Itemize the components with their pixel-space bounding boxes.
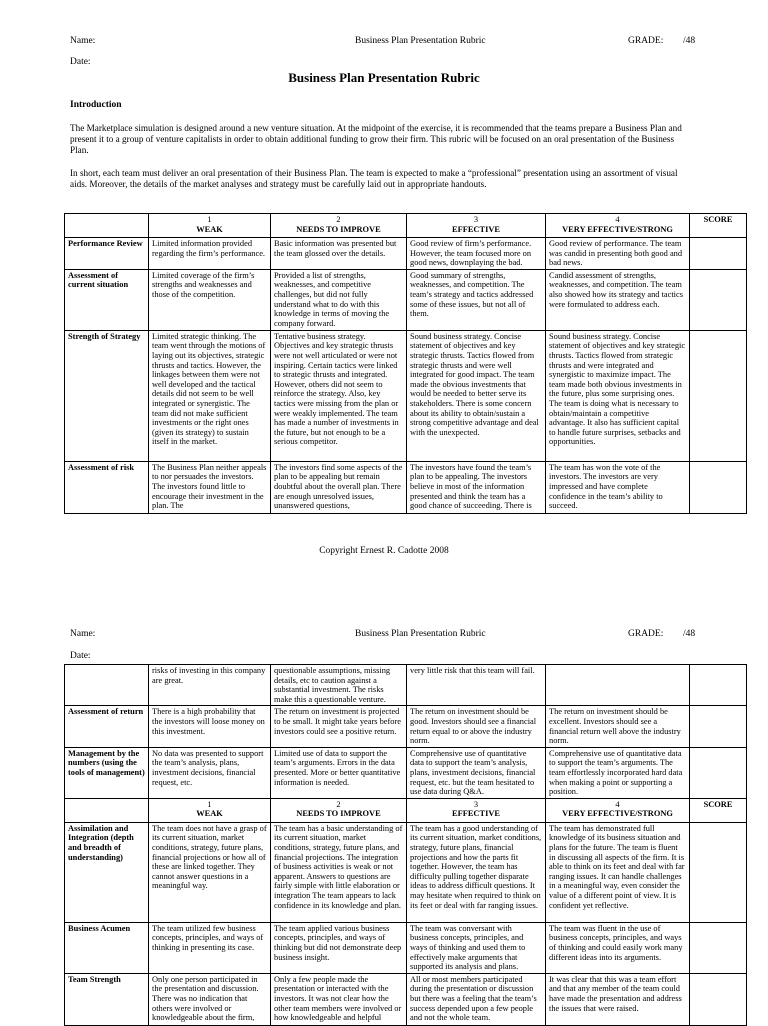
cell-needs-improve: The team applied various business concepts, principles, and ways of thinking but did not demonstrate deep business insight.	[271, 922, 407, 973]
cell-effective: Good summary of strengths, weaknesses, and competition. The team’s strategy and tactics addressed some of these issues, but not all of them.	[407, 269, 546, 330]
level-needs-improve-header: 2 NEEDS TO IMPROVE	[271, 214, 407, 238]
level-effective-header: 3 EFFECTIVE	[407, 214, 546, 238]
score-cell[interactable]	[690, 665, 747, 706]
score-cell[interactable]	[690, 461, 747, 513]
blank-header-cell	[65, 798, 149, 822]
cell-needs-improve: The return on investment is projected to be small. It might take years before investors could see a positive return.	[271, 706, 407, 747]
cell-very-effective: Sound business strategy. Concise statement of objectives and key strategic thrusts. Tactics flowed from strategic thrusts and were integrated and synergistic to maximize impact. The team made both obvious investments in the future, plus some surprising ones. The team is doing what is necessary to obtain/maintain a competitive advantage. It also has sufficient capital to handle future surprises, setbacks and opportunities.	[546, 330, 690, 461]
cell-effective: The team was conversant with business concepts, principles, and ways of thinking and used them to effectively make arguments that supported its analysis and plans.	[407, 922, 546, 973]
intro-paragraph-1: The Marketplace simulation is designed around a new venture situation. At the midpoint of the exercise, it is recommended that the teams prepare a Business Plan and present it to a group of venture capitalists in order to obtain additional funding to grow their firm. This rubric will be focused on an oral presentation of the Business Plan.	[70, 123, 682, 156]
table-row	[65, 747, 747, 798]
date-label: Date:	[70, 57, 91, 67]
level-very-effective-header: 4 VERY EFFECTIVE/STRONG	[546, 798, 690, 822]
cell-effective: All or most members participated during the presentation or discussion but there was a feeling that the team’s success depended upon a few people and not the whole team.	[407, 973, 546, 1025]
level-very-effective-header: 4 VERY EFFECTIVE/STRONG	[546, 214, 690, 238]
score-cell[interactable]	[690, 238, 747, 270]
score-cell[interactable]	[690, 973, 747, 1025]
cell-weak: The team utilized few business concepts, principles, and ways of thinking in presenting its case.	[149, 922, 271, 973]
cell-effective: Comprehensive use of quantitative data to support the team’s analysis, plans, investment decisions, financial request, etc. but the team hesitated to use data during Q&A.	[407, 747, 546, 798]
criterion-label: Assimilation and Integration (depth and breadth of understanding)	[65, 822, 149, 922]
blank-header-cell	[65, 214, 149, 238]
cell-needs-improve: Basic information was presented but the team glossed over the details.	[271, 238, 407, 270]
table-row	[65, 665, 747, 706]
cell-needs-improve: Limited use of data to support the team’s arguments. Errors in the data presented. More or better quantitative information is needed.	[271, 747, 407, 798]
cell-effective: The team has a good understanding of its current situation, market conditions, strategy, future plans, financial projections and how the parts fit together. However, the team has difficulty pulling together disparate ideas to address difficult questions. It may hesitate when required to think on its feet or deal with far ranging issues.	[407, 822, 546, 922]
cell-needs-improve: Tentative business strategy. Objectives and key strategic thrusts were not well articulated or were not inspiring. Certain tactics were linked to strategic thrusts and integrated. However, others did not seem to reinforce the strategy. Also, key tactics were missing from the plan or were weakly implemented. The team has made a number of investments in the future, but not enough to be a serious competitor.	[271, 330, 407, 461]
rubric-table-2	[64, 664, 747, 1026]
criterion-label: Management by the numbers (using the tools of management)	[65, 747, 149, 798]
criterion-label: Performance Review	[65, 238, 149, 270]
cell-weak: The team does not have a grasp of its current situation, market conditions, strategy, future plans, financial projections or how all of these are linked together. They cannot answer questions in a meaningful way.	[149, 822, 271, 922]
cell-weak: Limited coverage of the firm’s strengths and weaknesses and those of the competition.	[149, 269, 271, 330]
level-weak-header: 1 WEAK	[149, 798, 271, 822]
grade-label: GRADE:	[628, 629, 664, 639]
cell-very-effective: Comprehensive use of quantitative data to support the team’s arguments. The team effortlessly incorporated hard data when making a point or supporting a position.	[546, 747, 690, 798]
criterion-label: Assessment of current situation	[65, 269, 149, 330]
score-cell[interactable]	[690, 269, 747, 330]
cell-needs-improve: questionable assumptions, missing details, etc to caution against a substantial investment. The risks make this a questionable venture.	[271, 665, 407, 706]
criterion-label: Business Acumen	[65, 922, 149, 973]
cell-effective: The return on investment should be good. Investors should see a financial return equal to or above the industry norm.	[407, 706, 546, 747]
cell-very-effective: The team was fluent in the use of business concepts, principles, and ways of thinking and could easily work many different ideas into its arguments.	[546, 922, 690, 973]
header-doc-title: Business Plan Presentation Rubric	[355, 36, 486, 46]
level-effective-header: 3 EFFECTIVE	[407, 798, 546, 822]
table-row	[65, 269, 747, 330]
table-row	[65, 822, 747, 922]
page-title: Business Plan Presentation Rubric	[288, 70, 480, 85]
table-row	[65, 238, 747, 270]
cell-very-effective	[546, 665, 690, 706]
criterion-label: Assessment of risk	[65, 461, 149, 513]
cell-needs-improve: Provided a list of strengths, weaknesses, and competitive challenges, but did not fully understand what to do with this knowledge in terms of moving the company forward.	[271, 269, 407, 330]
page-2	[0, 590, 768, 1024]
table-row	[65, 922, 747, 973]
criterion-label: Assessment of return	[65, 706, 149, 747]
table-row	[65, 461, 747, 513]
cell-weak: Limited information provided regarding the firm’s performance.	[149, 238, 271, 270]
criterion-label: Team Strength	[65, 973, 149, 1025]
intro-paragraph-2: In short, each team must deliver an oral presentation of their Business Plan. The team is expected to make a “professional” presentation using an assortment of visual aids. Moreover, the details of the market analyses and strategy must be carefully laid out in appropriate handouts.	[70, 168, 678, 190]
cell-very-effective: It was clear that this was a team effort and that any member of the team could have made the presentation and address the issues that were raised.	[546, 973, 690, 1025]
cell-weak: risks of investing in this company are great.	[149, 665, 271, 706]
name-label: Name:	[70, 629, 96, 639]
cell-weak: There is a high probability that the investors will loose money on this investment.	[149, 706, 271, 747]
table-row	[65, 706, 747, 747]
cell-very-effective: The team has won the vote of the investors. The investors are very impressed and have complete confidence in the team’s ability to succeed.	[546, 461, 690, 513]
grade-value: /48	[683, 36, 696, 46]
cell-very-effective: Good review of performance. The team was candid in presenting both good and bad news.	[546, 238, 690, 270]
score-cell[interactable]	[690, 922, 747, 973]
level-weak-header: 1 WEAK	[149, 214, 271, 238]
grade-label: GRADE:	[628, 36, 664, 46]
cell-very-effective: The return on investment should be excellent. Investors should see a financial return well above the industry norm.	[546, 706, 690, 747]
cell-weak: Limited strategic thinking. The team went through the motions of laying out its objectives, strategic thrusts and tactics. However, the linkages between them were not well developed and the tactical details did not seem to be well integrated or synergistic. The team did not make sufficient investments or the right ones (given its strategy) to sustain itself in the market.	[149, 330, 271, 461]
score-cell[interactable]	[690, 706, 747, 747]
header-doc-title: Business Plan Presentation Rubric	[355, 629, 486, 639]
cell-very-effective: The team has demonstrated full knowledge of its business situation and plans for the future. The team is fluent in discussing all aspects of the firm. It is able to think on its feet and deal with far ranging issues. It can handle challenges in a meaningful way, even consider the value of a different point of view. It is confident yet reflective.	[546, 822, 690, 922]
score-header: SCORE	[690, 214, 747, 238]
cell-weak: No data was presented to support the team’s analysis, plans, investment decisions, financial request, etc.	[149, 747, 271, 798]
intro-heading: Introduction	[70, 100, 122, 110]
score-header: SCORE	[690, 798, 747, 822]
header-row	[65, 798, 747, 822]
table-row	[65, 973, 747, 1025]
level-needs-improve-header: 2 NEEDS TO IMPROVE	[271, 798, 407, 822]
rubric-table-1	[64, 213, 747, 514]
grade-value: /48	[683, 629, 696, 639]
cell-effective: The investors have found the team’s plan to be appealing. The investors believe in most of the information presented and think the team has a good chance of succeeding. There is	[407, 461, 546, 513]
name-label: Name:	[70, 36, 96, 46]
cell-effective: Sound business strategy. Concise statement of objectives and key strategic thrusts. Tactics flowed from strategic thrusts and were well integrated for good impact. The team made the obvious investments that would be needed to better serve its stakeholders. There is some concern about its ability to obtain/sustain a strong competitive advantage and deal with the unexpected.	[407, 330, 546, 461]
score-cell[interactable]	[690, 822, 747, 922]
cell-effective: Good review of firm’s performance. However, the team focused more on good news, downplaying the bad.	[407, 238, 546, 270]
table-row	[65, 330, 747, 461]
header-row	[65, 214, 747, 238]
cell-very-effective: Candid assessment of strengths, weaknesses, and competition. The team also showed how its strategy and tactics were formulated to address each.	[546, 269, 690, 330]
date-label: Date:	[70, 651, 91, 661]
score-cell[interactable]	[690, 330, 747, 461]
cell-needs-improve: Only a few people made the presentation or interacted with the investors. It was not clear how the other team members were involved or how knowledgeable and helpful	[271, 973, 407, 1025]
criterion-label: Strength of Strategy	[65, 330, 149, 461]
criterion-label	[65, 665, 149, 706]
cell-effective: very little risk that this team will fail.	[407, 665, 546, 706]
score-cell[interactable]	[690, 747, 747, 798]
cell-needs-improve: The team has a basic understanding of its current situation, market conditions, strategy, future plans, and financial projections. The integration of business activities is weak or not apparent. Answers to questions are fairly simple with little elaboration or integration The team appears to lack confidence in its knowledge and plan.	[271, 822, 407, 922]
cell-needs-improve: The investors find some aspects of the plan to be appealing but remain doubtful about the overall plan. There are enough unresolved issues, unanswered questions,	[271, 461, 407, 513]
copyright: Copyright Ernest R. Cadotte 2008	[319, 546, 449, 556]
cell-weak: The Business Plan neither appeals to nor persuades the investors. The investors found little to encourage their investment in the plan. The	[149, 461, 271, 513]
cell-weak: Only one person participated in the presentation and discussion. There was no indication that others were involved or knowledgeable about the firm,	[149, 973, 271, 1025]
